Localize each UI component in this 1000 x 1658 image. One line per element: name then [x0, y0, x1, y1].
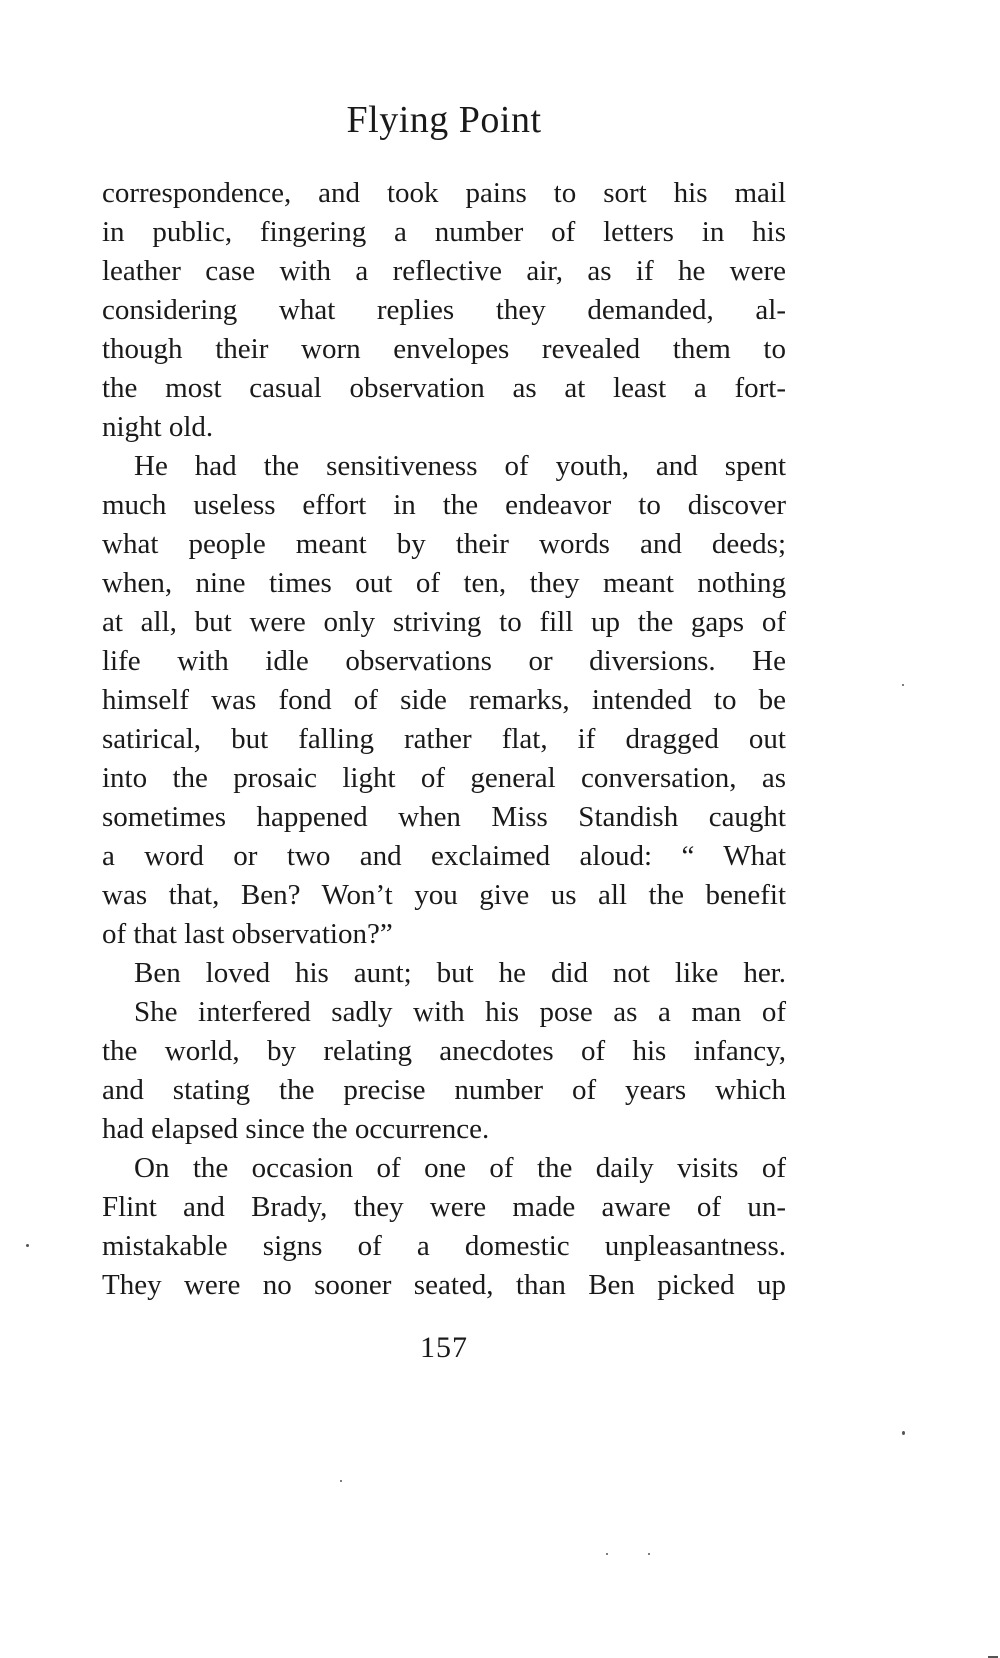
text-line: satirical, but falling rather flat, if dragged out: [102, 723, 786, 755]
scan-speck: [340, 1480, 342, 1482]
text-line: though their worn envelopes revealed them to: [102, 333, 786, 365]
text-line: sometimes happened when Miss Standish caught: [102, 801, 786, 833]
text-line: had elapsed since the occurrence.: [102, 1113, 490, 1145]
text-line: the world, by relating anecdotes of his infancy,: [102, 1035, 786, 1067]
running-title: Flying Point: [346, 99, 542, 141]
text-line: He had the sensitiveness of youth, and spent: [134, 450, 786, 482]
text-line: himself was fond of side remarks, intended to be: [102, 684, 786, 716]
body-text: [102, 174, 786, 1305]
text-line: They were no sooner seated, than Ben picked up: [102, 1269, 786, 1301]
paragraph-1: [102, 174, 786, 447]
text-line: into the prosaic light of general conversation, as: [102, 762, 786, 794]
scan-speck: [26, 1244, 29, 1247]
text-line: much useless effort in the endeavor to discover: [102, 489, 786, 521]
text-line: was that, Ben? Won’t you give us all the benefit: [102, 879, 786, 911]
paragraph-2: [102, 447, 786, 954]
text-line: On the occasion of one of the daily visits of: [134, 1152, 786, 1184]
text-line: a word or two and exclaimed aloud: “ What: [102, 840, 786, 872]
paragraph-5: [102, 1149, 786, 1305]
text-line: mistakable signs of a domestic unpleasantness.: [102, 1230, 786, 1262]
text-line: at all, but were only striving to fill up the gaps of: [102, 606, 786, 638]
scan-speck: [606, 1553, 608, 1555]
text-line: She interfered sadly with his pose as a man of: [134, 996, 786, 1028]
paragraph-3: [102, 954, 786, 993]
page-number: 157: [420, 1331, 468, 1364]
scan-speck: [902, 1431, 905, 1435]
text-line: correspondence, and took pains to sort his mail: [102, 177, 786, 209]
scan-speck: [648, 1553, 650, 1555]
text-line: the most casual observation as at least a fort-: [102, 372, 786, 404]
text-line: in public, fingering a number of letters in his: [102, 216, 786, 248]
text-line: Ben loved his aunt; but he did not like her.: [134, 957, 786, 989]
text-line: of that last observation?”: [102, 918, 393, 950]
text-line: leather case with a reflective air, as if he were: [102, 255, 786, 287]
text-line: when, nine times out of ten, they meant nothing: [102, 567, 786, 599]
scan-speck: [902, 684, 904, 686]
text-line: considering what replies they demanded, al-: [102, 294, 786, 326]
text-line: and stating the precise number of years which: [102, 1074, 786, 1106]
text-line: night old.: [102, 411, 214, 443]
text-line: Flint and Brady, they were made aware of un-: [102, 1191, 786, 1223]
paragraph-4: [102, 993, 786, 1149]
text-line: life with idle observations or diversions. He: [102, 645, 786, 677]
text-line: what people meant by their words and deeds;: [102, 528, 786, 560]
